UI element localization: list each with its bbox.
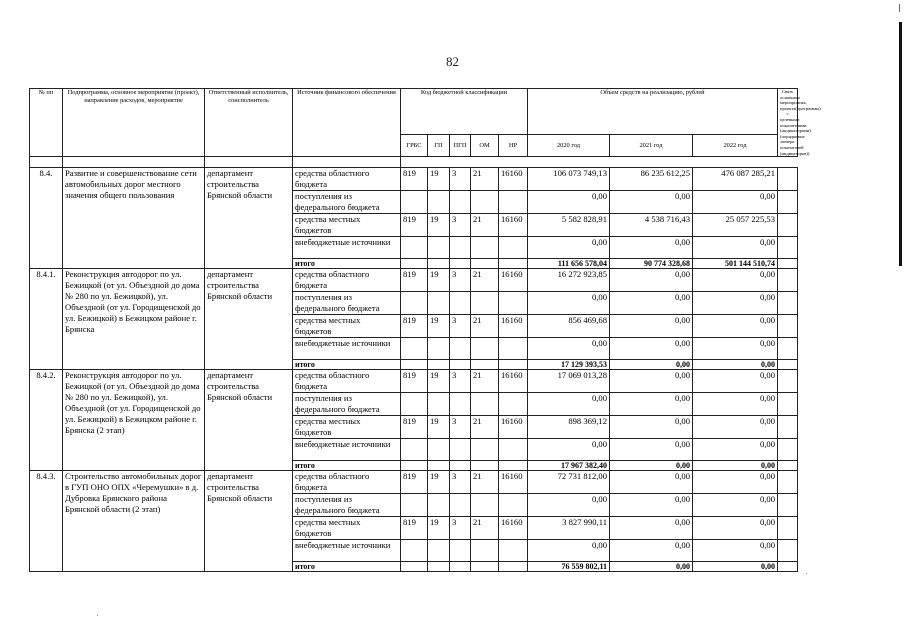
indicator-link-cell [778, 338, 798, 360]
funding-source: средства местных бюджетов [293, 315, 401, 338]
code-om: 21 [471, 370, 499, 393]
code-pgp [450, 191, 471, 214]
funding-source: внебюджетные источники [293, 439, 401, 461]
total-code-empty [401, 562, 428, 572]
header-gp: ГП [428, 135, 450, 157]
amount-2022: 0,00 [693, 292, 778, 315]
code-np [499, 494, 528, 517]
amount-2021: 4 538 716,43 [610, 214, 693, 237]
measure-number: 8.4. [30, 168, 63, 269]
code-om [471, 237, 499, 259]
measure-executor: департамент строительства Брянской области [205, 269, 293, 370]
total-code-empty [428, 562, 450, 572]
code-np [499, 393, 528, 416]
header-kbk: Код бюджетной классификации [401, 89, 528, 135]
amount-2021: 0,00 [610, 439, 693, 461]
code-grbs [401, 393, 428, 416]
indicator-link-cell [778, 269, 798, 292]
table-row [30, 269, 798, 292]
code-pgp [450, 540, 471, 562]
code-gp: 19 [428, 471, 450, 494]
total-2022: 0,00 [693, 360, 778, 370]
amount-2022: 0,00 [693, 338, 778, 360]
total-code-empty [428, 259, 450, 269]
code-grbs: 819 [401, 269, 428, 292]
code-np: 16160 [499, 214, 528, 237]
amount-2020: 0,00 [528, 540, 610, 562]
code-pgp: 3 [450, 471, 471, 494]
amount-2022: 0,00 [693, 494, 778, 517]
amount-2022: 0,00 [693, 439, 778, 461]
total-code-empty [450, 360, 471, 370]
indicator-link-cell [778, 191, 798, 214]
code-np: 16160 [499, 416, 528, 439]
measure-executor: департамент строительства Брянской области [205, 370, 293, 471]
indicator-link-cell [778, 517, 798, 540]
code-np [499, 237, 528, 259]
funding-source: средства областного бюджета [293, 168, 401, 191]
code-gp [428, 494, 450, 517]
measure-name: Реконструкция автодорог по ул. Бежицкой (от ул. Объездной до дома № 280 по ул. Бежицкой), ул. Объездной (от ул. Городищенской до ул. Бежицкой) в Бежицком районе г. Брянска (2 этап) [63, 370, 205, 471]
amount-2022: 0,00 [693, 269, 778, 292]
amount-2021: 86 235 612,25 [610, 168, 693, 191]
code-om: 21 [471, 269, 499, 292]
amount-2022: 0,00 [693, 471, 778, 494]
code-grbs [401, 292, 428, 315]
indicator-link-cell [778, 168, 798, 191]
total-2020: 111 656 578,04 [528, 259, 610, 269]
code-om [471, 439, 499, 461]
amount-2020: 0,00 [528, 439, 610, 461]
funding-source: внебюджетные источники [293, 540, 401, 562]
indicator-link-cell [778, 370, 798, 393]
measure-name: Развитие и совершенствование сети автомобильных дорог местного значения общего пользования [63, 168, 205, 269]
code-pgp [450, 237, 471, 259]
code-gp: 19 [428, 315, 450, 338]
funding-source: средства областного бюджета [293, 370, 401, 393]
budget-table [29, 88, 821, 572]
header-gap-row [30, 157, 798, 168]
indicator-link-cell [778, 461, 798, 471]
total-code-empty [401, 259, 428, 269]
indicator-link-cell [778, 562, 798, 572]
code-om: 21 [471, 214, 499, 237]
header-executor: Ответственный исполнитель, соисполнитель [205, 89, 293, 157]
amount-2020: 0,00 [528, 494, 610, 517]
code-gp [428, 540, 450, 562]
code-grbs: 819 [401, 471, 428, 494]
code-om [471, 393, 499, 416]
code-gp: 19 [428, 214, 450, 237]
amount-2021: 0,00 [610, 269, 693, 292]
code-grbs [401, 540, 428, 562]
total-code-empty [499, 461, 528, 471]
total-2021: 0,00 [610, 360, 693, 370]
table-body [30, 168, 798, 572]
indicator-link-cell [778, 292, 798, 315]
code-gp [428, 191, 450, 214]
code-om: 21 [471, 471, 499, 494]
code-grbs [401, 191, 428, 214]
code-grbs: 819 [401, 315, 428, 338]
header-num: № пп [30, 89, 63, 157]
total-code-empty [428, 360, 450, 370]
code-gp [428, 292, 450, 315]
total-2021: 0,00 [610, 461, 693, 471]
page-number: 82 [446, 54, 459, 69]
code-np: 16160 [499, 269, 528, 292]
amount-2020: 17 069 013,28 [528, 370, 610, 393]
total-2021: 0,00 [610, 562, 693, 572]
amount-2022: 476 087 285,21 [693, 168, 778, 191]
total-2020: 76 559 802,11 [528, 562, 610, 572]
header-volume: Объем средств на реализацию, рублей [528, 89, 778, 135]
amount-2022: 0,00 [693, 540, 778, 562]
total-2020: 17 129 393,53 [528, 360, 610, 370]
code-grbs [401, 439, 428, 461]
indicator-link-cell [778, 393, 798, 416]
total-code-empty [499, 562, 528, 572]
code-gp: 19 [428, 269, 450, 292]
amount-2020: 3 827 990,11 [528, 517, 610, 540]
code-gp [428, 237, 450, 259]
measure-number: 8.4.1. [30, 269, 63, 370]
code-pgp [450, 494, 471, 517]
code-om [471, 540, 499, 562]
indicator-link-cell [778, 315, 798, 338]
table-header [30, 89, 821, 168]
measure-name: Реконструкция автодорог по ул. Бежицкой (от ул. Объездной до дома № 280 по ул. Бежицкой), ул. Объездной (от ул. Городищенской до ул. Бежицкой) в Бежицком районе г. Брянска [63, 269, 205, 370]
amount-2020: 106 073 749,13 [528, 168, 610, 191]
amount-2021: 0,00 [610, 338, 693, 360]
total-2022: 0,00 [693, 562, 778, 572]
total-label: итого [293, 360, 401, 370]
funding-source: поступления из федерального бюджета [293, 292, 401, 315]
code-om: 21 [471, 416, 499, 439]
code-grbs: 819 [401, 168, 428, 191]
code-grbs [401, 237, 428, 259]
code-np: 16160 [499, 168, 528, 191]
amount-2020: 5 582 828,91 [528, 214, 610, 237]
scan-speck [97, 615, 98, 616]
indicator-link-cell [778, 259, 798, 269]
amount-2021: 0,00 [610, 517, 693, 540]
indicator-link-cell [778, 214, 798, 237]
header-grbs: ГРБС [401, 135, 428, 157]
code-pgp: 3 [450, 517, 471, 540]
indicator-link-cell [778, 494, 798, 517]
code-np [499, 338, 528, 360]
code-np: 16160 [499, 315, 528, 338]
header-program: Подпрограмма, основное мероприятие (проект), направление расходов, мероприятие [63, 89, 205, 157]
table-row [30, 471, 798, 494]
total-2022: 0,00 [693, 461, 778, 471]
code-grbs: 819 [401, 214, 428, 237]
code-pgp: 3 [450, 269, 471, 292]
total-code-empty [428, 461, 450, 471]
amount-2020: 0,00 [528, 237, 610, 259]
code-np [499, 292, 528, 315]
total-code-empty [450, 259, 471, 269]
code-pgp: 3 [450, 370, 471, 393]
table-row [30, 168, 798, 191]
indicator-link-cell [778, 237, 798, 259]
code-gp: 19 [428, 517, 450, 540]
amount-2020: 72 731 812,00 [528, 471, 610, 494]
code-om [471, 338, 499, 360]
code-gp [428, 338, 450, 360]
code-pgp: 3 [450, 416, 471, 439]
header-2020: 2020 год [528, 135, 610, 157]
amount-2021: 0,00 [610, 494, 693, 517]
scan-edge-tick [899, 4, 900, 12]
indicator-link-cell [778, 471, 798, 494]
amount-2020: 898 369,12 [528, 416, 610, 439]
amount-2020: 856 469,68 [528, 315, 610, 338]
total-code-empty [471, 360, 499, 370]
amount-2022: 0,00 [693, 370, 778, 393]
funding-source: внебюджетные источники [293, 237, 401, 259]
code-pgp: 3 [450, 168, 471, 191]
amount-2021: 0,00 [610, 471, 693, 494]
amount-2021: 0,00 [610, 370, 693, 393]
code-np [499, 191, 528, 214]
amount-2020: 0,00 [528, 292, 610, 315]
total-code-empty [401, 360, 428, 370]
code-om [471, 494, 499, 517]
code-gp: 19 [428, 416, 450, 439]
amount-2021: 0,00 [610, 237, 693, 259]
total-code-empty [450, 562, 471, 572]
amount-2020: 0,00 [528, 191, 610, 214]
funding-source: средства местных бюджетов [293, 214, 401, 237]
header-link: Связь основного мероприятия, проекта(программы) с целевыми показателями (индикаторами) (порядковые номера показателей (индикаторов)) [778, 89, 798, 157]
header-om: ОМ [471, 135, 499, 157]
amount-2022: 0,00 [693, 517, 778, 540]
code-np: 16160 [499, 517, 528, 540]
scan-speck [806, 573, 807, 574]
amount-2022: 0,00 [693, 393, 778, 416]
code-grbs: 819 [401, 416, 428, 439]
total-2022: 501 144 510,74 [693, 259, 778, 269]
amount-2020: 0,00 [528, 393, 610, 416]
amount-2022: 25 057 225,53 [693, 214, 778, 237]
amount-2021: 0,00 [610, 191, 693, 214]
code-np [499, 439, 528, 461]
amount-2021: 0,00 [610, 315, 693, 338]
measure-executor: департамент строительства Брянской области [205, 168, 293, 269]
measure-executor: департамент строительства Брянской области [205, 471, 293, 572]
code-pgp [450, 393, 471, 416]
total-label: итого [293, 461, 401, 471]
total-code-empty [450, 461, 471, 471]
header-np: НР [499, 135, 528, 157]
table-row [30, 370, 798, 393]
funding-source: внебюджетные источники [293, 338, 401, 360]
code-gp [428, 393, 450, 416]
header-pgp: ПГП [450, 135, 471, 157]
funding-source: средства местных бюджетов [293, 517, 401, 540]
indicator-link-cell [778, 540, 798, 562]
code-gp: 19 [428, 168, 450, 191]
total-2020: 17 967 382,40 [528, 461, 610, 471]
amount-2022: 0,00 [693, 237, 778, 259]
code-pgp [450, 439, 471, 461]
code-om: 21 [471, 315, 499, 338]
code-grbs: 819 [401, 517, 428, 540]
amount-2021: 0,00 [610, 292, 693, 315]
code-om [471, 292, 499, 315]
funding-source: поступления из федерального бюджета [293, 393, 401, 416]
code-pgp [450, 292, 471, 315]
total-code-empty [499, 259, 528, 269]
funding-source: средства областного бюджета [293, 471, 401, 494]
code-gp [428, 439, 450, 461]
code-np: 16160 [499, 370, 528, 393]
amount-2021: 0,00 [610, 416, 693, 439]
indicator-link-cell [778, 416, 798, 439]
funding-source: средства областного бюджета [293, 269, 401, 292]
measure-number: 8.4.3. [30, 471, 63, 572]
code-grbs: 819 [401, 370, 428, 393]
amount-2020: 16 272 923,85 [528, 269, 610, 292]
funding-source: поступления из федерального бюджета [293, 494, 401, 517]
amount-2020: 0,00 [528, 338, 610, 360]
code-np: 16160 [499, 471, 528, 494]
measure-name: Строительство автомобильных дорог в ГУП ОНО ОПХ «Черемушки» в д. Дубровка Брянского района Брянской области (2 этап) [63, 471, 205, 572]
code-pgp: 3 [450, 214, 471, 237]
total-label: итого [293, 562, 401, 572]
funding-source: поступления из федерального бюджета [293, 191, 401, 214]
total-code-empty [471, 461, 499, 471]
amount-2022: 0,00 [693, 315, 778, 338]
total-label: итого [293, 259, 401, 269]
amount-2021: 0,00 [610, 393, 693, 416]
indicator-link-cell [778, 439, 798, 461]
total-code-empty [499, 360, 528, 370]
amount-2021: 0,00 [610, 540, 693, 562]
code-pgp [450, 338, 471, 360]
code-pgp: 3 [450, 315, 471, 338]
measure-number: 8.4.2. [30, 370, 63, 471]
amount-2022: 0,00 [693, 416, 778, 439]
total-code-empty [471, 562, 499, 572]
header-2021: 2021 год [610, 135, 693, 157]
code-om [471, 191, 499, 214]
header-2022: 2022 год [693, 135, 778, 157]
code-np [499, 540, 528, 562]
indicator-link-cell [778, 360, 798, 370]
code-om: 21 [471, 517, 499, 540]
total-code-empty [471, 259, 499, 269]
header-source: Источник финансового обеспечения [293, 89, 401, 157]
funding-source: средства местных бюджетов [293, 416, 401, 439]
amount-2022: 0,00 [693, 191, 778, 214]
code-om: 21 [471, 168, 499, 191]
total-code-empty [401, 461, 428, 471]
total-2021: 90 774 328,68 [610, 259, 693, 269]
code-grbs [401, 494, 428, 517]
code-grbs [401, 338, 428, 360]
code-gp: 19 [428, 370, 450, 393]
